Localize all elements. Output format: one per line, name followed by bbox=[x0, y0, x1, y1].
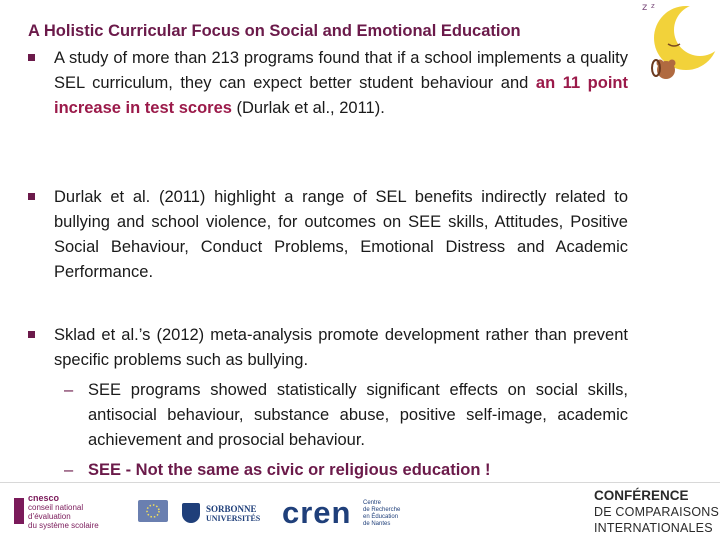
bullet-square-icon bbox=[28, 54, 35, 61]
dash-icon: – bbox=[64, 381, 74, 399]
sorbonne-shield-icon bbox=[182, 503, 200, 523]
cren-logo: cren bbox=[282, 495, 352, 530]
bullet-sklad-meta-analysis bbox=[28, 323, 628, 373]
sorbonne-logo-text: SORBONNE UNIVERSITÉS bbox=[206, 504, 261, 523]
svg-text:z: z bbox=[642, 2, 648, 13]
bullet-durlak-study bbox=[28, 46, 628, 121]
conference-logo: CONFÉRENCE DE COMPARAISONS INTERNATIONALES bbox=[594, 488, 720, 535]
bullet-text: A study of more than 213 programs found that if a school implements a quality SEL curriculum, they can expect better student behaviour and an 11 point increase in test scores (Durlak et al., 2011). bbox=[54, 49, 628, 117]
eu-flag-logo bbox=[138, 500, 168, 522]
subbullet-text: SEE programs showed statistically significant effects on social skills, antisocial behaviour, substance abuse, positive self-image, academic achievement and prosocial behaviour. bbox=[88, 381, 628, 449]
svg-text:z: z bbox=[651, 2, 655, 10]
subbullet-text: SEE - Not the same as civic or religious education ! bbox=[88, 461, 491, 479]
subbullet-see-not-same bbox=[64, 458, 628, 483]
slide-title: A Holistic Curricular Focus on Social and Emotional Education bbox=[28, 22, 521, 40]
bullet-text: Durlak et al. (2011) highlight a range of SEL benefits indirectly related to bullying and school violence, for outcomes on SEE skills, Attitudes, Positive Social Behaviour, Conduct Problems, Emotional Distress and Academic Performance. bbox=[54, 188, 628, 281]
sleeping-moon-icon bbox=[634, 0, 720, 100]
bullet-durlak-benefits bbox=[28, 185, 628, 285]
cren-subtitle: Centre de Recherche en Éducation de Nantes bbox=[363, 500, 401, 527]
dash-icon: – bbox=[64, 461, 74, 479]
highlighted-finding: an 11 point increase in test scores bbox=[54, 74, 628, 117]
cnesco-logo-mark bbox=[14, 498, 24, 524]
bullet-square-icon bbox=[28, 193, 35, 200]
subbullet-see-effects bbox=[64, 378, 628, 453]
footer-divider bbox=[0, 482, 720, 483]
bullet-square-icon bbox=[28, 331, 35, 338]
cnesco-logo-text: cnesco conseil national d’évaluation du système scolaire bbox=[28, 493, 99, 530]
bullet-text: Sklad et al.’s (2012) meta-analysis promote development rather than prevent specific problems such as bullying. bbox=[54, 326, 628, 369]
